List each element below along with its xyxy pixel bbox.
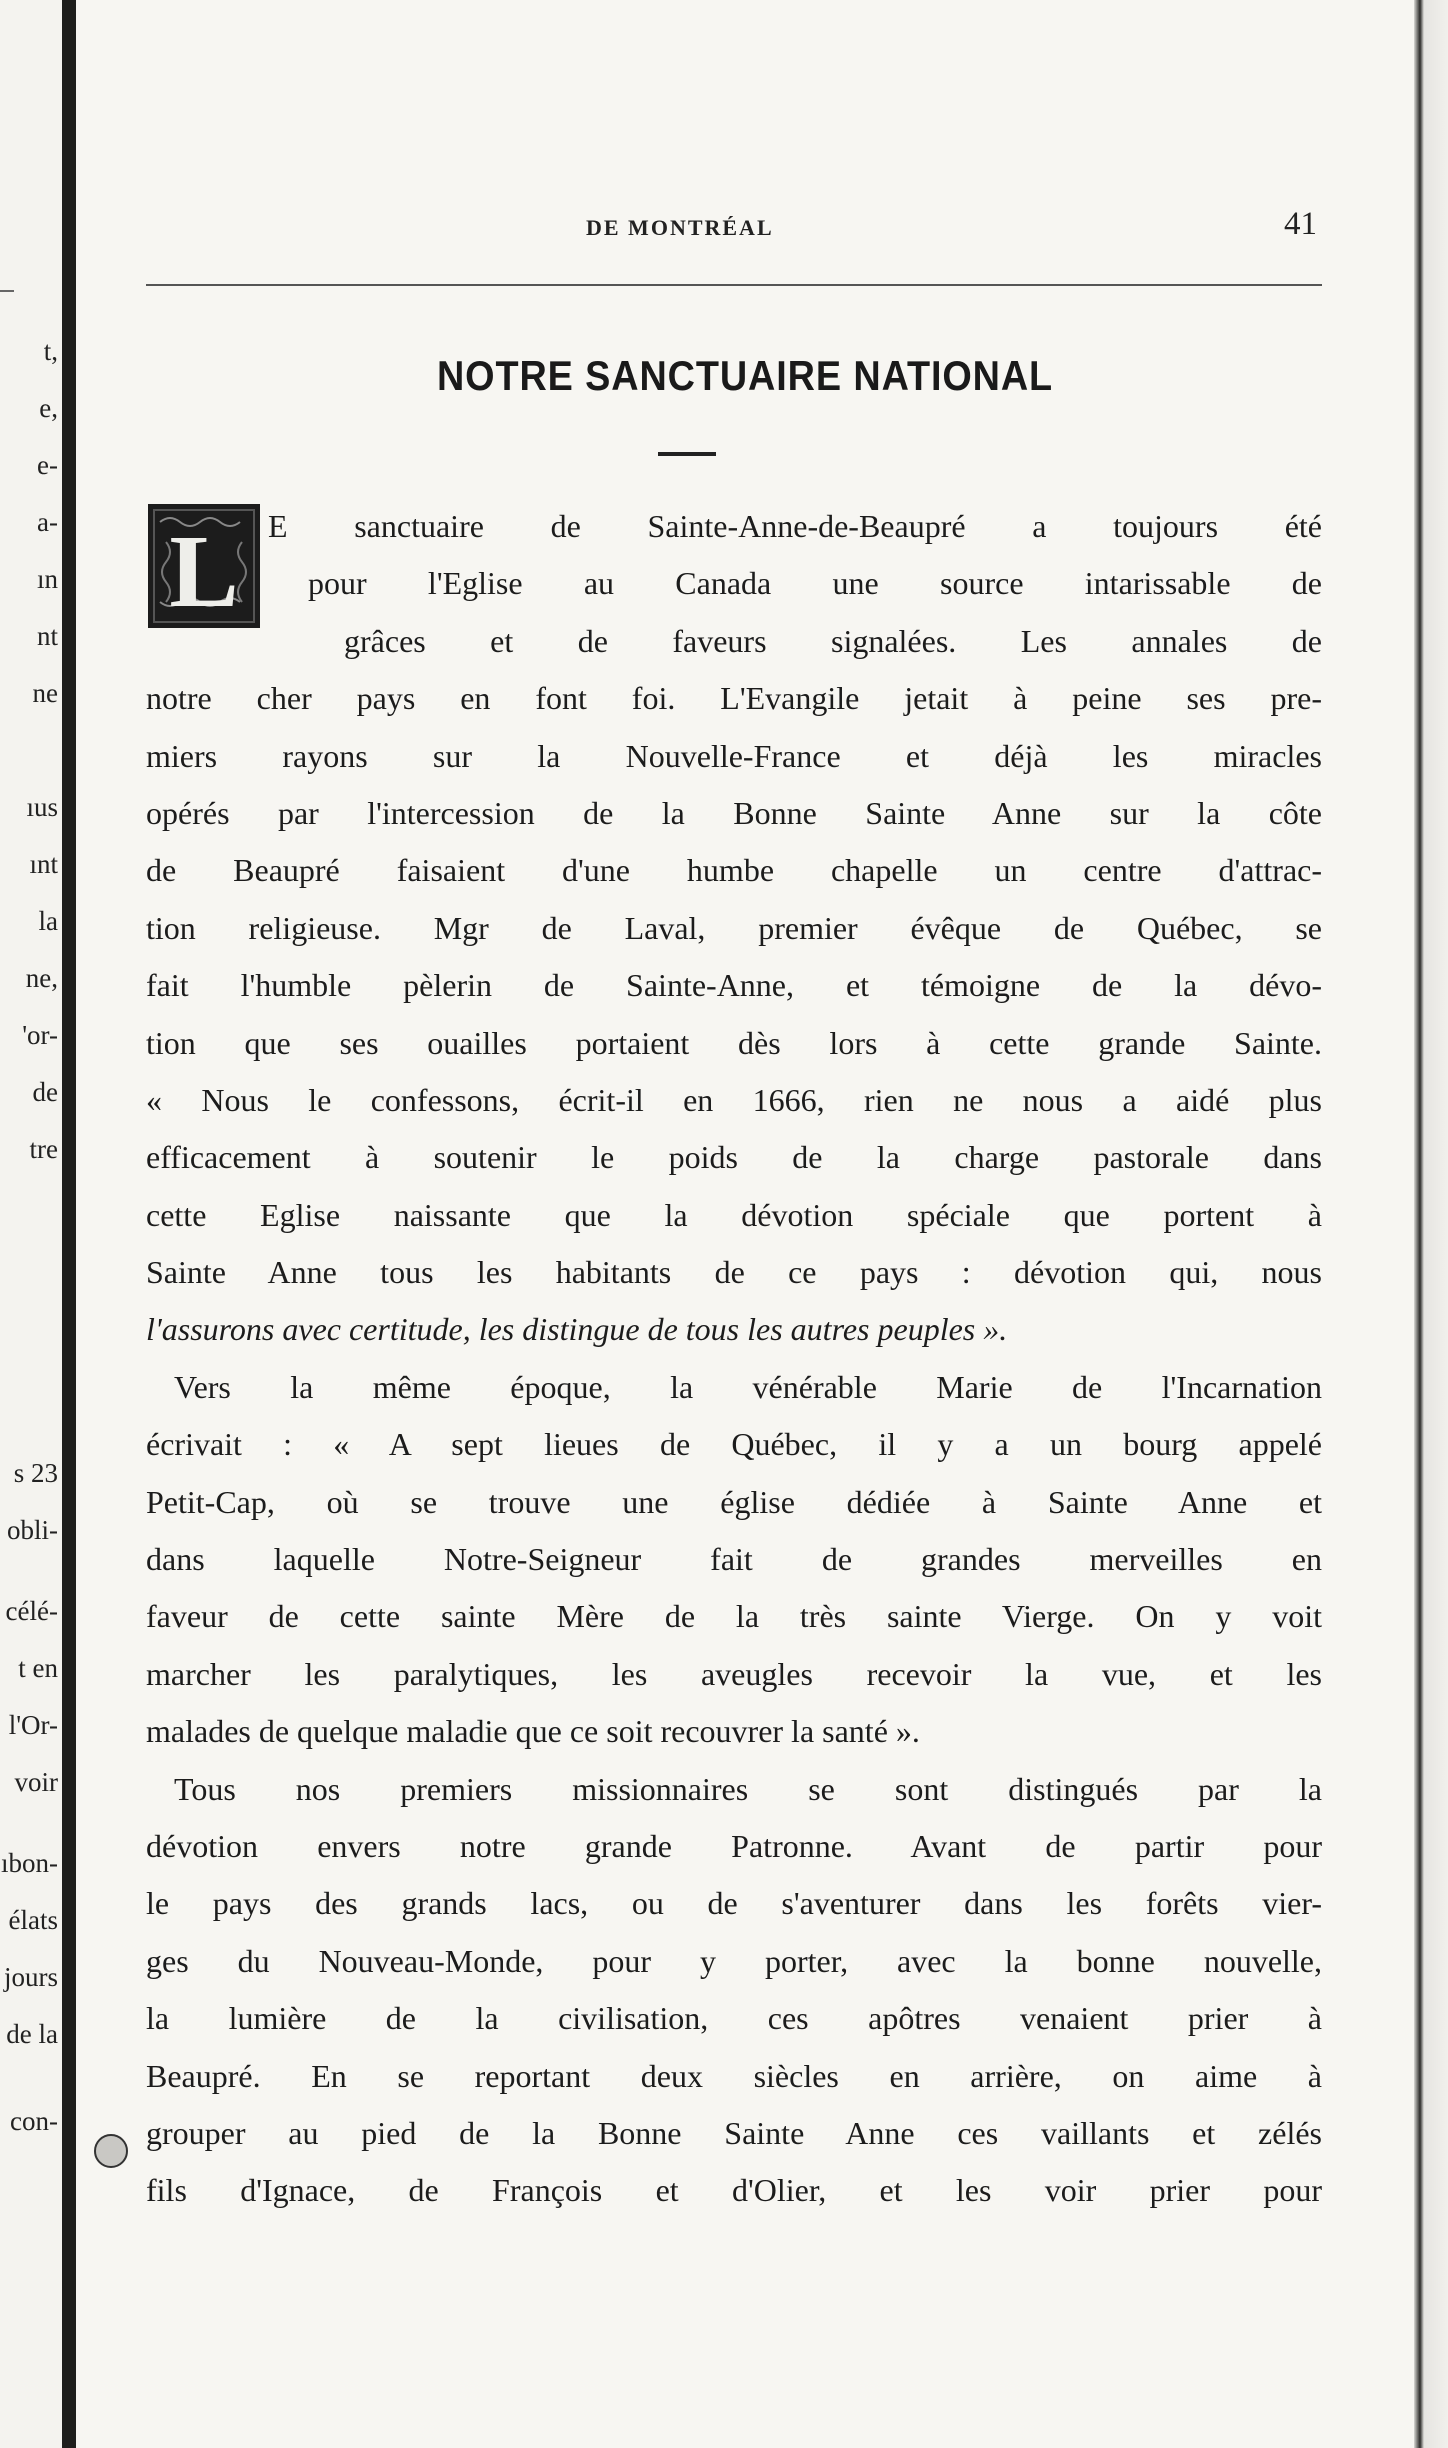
text-line: Beaupré. En se reportant deux siècles en arrière, on aime à [146, 2057, 1322, 2094]
text-line: Tous nos premiers missionnaires se sont distingués par la [174, 1770, 1322, 1807]
left-page-line-fragment: ınt [29, 849, 58, 879]
running-head: DE MONTRÉAL [586, 215, 774, 240]
text-line: grouper au pied de la Bonne Sainte Anne ces vaillants et zélés [146, 2114, 1322, 2151]
text-line: Vers la même époque, la vénérable Marie de l'Incarnation [174, 1368, 1322, 1405]
text-line: dévotion envers notre grande Patronne. Avant de partir pour [146, 1827, 1322, 1864]
left-page-line-fragment: l'Or- [8, 1710, 58, 1740]
text-line: fils d'Ignace, de François et d'Olier, et les voir prier pour [146, 2172, 1322, 2209]
text-line: le pays des grands lacs, ou de s'aventurer dans les forêts vier- [146, 1885, 1322, 1922]
left-page-fragment [0, 0, 62, 2448]
text-line: opérés par l'intercession de la Bonne Sainte Anne sur la côte [146, 794, 1322, 831]
left-page-line-fragment: e, [39, 393, 58, 423]
text-line: pour l'Eglise au Canada une source intarissable de [308, 565, 1322, 602]
left-page-line-fragment: e- [37, 450, 58, 480]
text-line: Petit-Cap, où se trouve une église dédiée à Sainte Anne et [146, 1483, 1322, 1520]
text-line: écrivait : « A sept lieues de Québec, il y a un bourg appelé [146, 1426, 1322, 1463]
text-line: faveur de cette sainte Mère de la très sainte Vierge. On y voit [146, 1598, 1322, 1635]
left-page-line-fragment: célé- [5, 1596, 58, 1626]
left-page-line-fragment: a- [37, 507, 58, 537]
left-page-line-fragment: de la [6, 2019, 58, 2049]
text-line: Sainte Anne tous les habitants de ce pays : dévotion qui, nous [146, 1254, 1322, 1291]
text-line: grâces et de faveurs signalées. Les annales de [344, 622, 1322, 659]
book-gutter [62, 0, 76, 2448]
article-body [146, 498, 1322, 2220]
left-page-line-fragment: jours [4, 1962, 58, 1992]
left-page-line-fragment: ne [32, 678, 58, 708]
text-line: miers rayons sur la Nouvelle-France et déjà les miracles [146, 737, 1322, 774]
right-page [76, 0, 1414, 2448]
left-page-line-fragment: nt [36, 621, 58, 651]
text-line: malades de quelque maladie que ce soit recouvrer la santé ». [146, 1713, 920, 1750]
left-page-line-fragment: s 23 [13, 1458, 58, 1488]
left-page-line-fragment: con- [10, 2106, 58, 2136]
text-line: tion religieuse. Mgr de Laval, premier évêque de Québec, se [146, 909, 1322, 946]
left-page-line-fragment: t en [18, 1653, 58, 1683]
title-rule [658, 452, 716, 456]
left-page-line-fragment: ıus [26, 792, 58, 822]
page-number: 41 [1284, 206, 1317, 242]
left-page-line-fragment: élats [8, 1905, 58, 1935]
left-page-line-fragment: ıbon- [1, 1848, 58, 1878]
text-line: notre cher pays en font foi. L'Evangile jetait à peine ses pre- [146, 680, 1322, 717]
left-page-line-fragment: 'or- [22, 1020, 58, 1050]
left-page-line-fragment: de [32, 1077, 58, 1107]
text-line: E sanctuaire de Sainte-Anne-de-Beaupré a toujours été [268, 508, 1322, 544]
left-page-line-fragment: la [38, 906, 58, 936]
text-line: « Nous le confessons, écrit-il en 1666, rien ne nous a aidé plus [146, 1081, 1322, 1118]
left-page-line-fragment: ın [36, 564, 58, 594]
header-rule [146, 284, 1322, 286]
text-line: marcher les paralytiques, les aveugles recevoir la vue, et les [146, 1655, 1322, 1692]
text-line: la lumière de la civilisation, ces apôtres venaient prier à [146, 2000, 1322, 2037]
text-line: ges du Nouveau-Monde, pour y porter, avec la bonne nouvelle, [146, 1942, 1322, 1979]
text-line: cette Eglise naissante que la dévotion spéciale que portent à [146, 1196, 1322, 1233]
text-line: dans laquelle Notre-Seigneur fait de grandes merveilles en [146, 1541, 1322, 1578]
text-line: fait l'humble pèlerin de Sainte-Anne, et témoigne de la dévo- [146, 967, 1322, 1004]
left-page-line-fragment: t, [43, 336, 58, 366]
text-line: l'assurons avec certitude, les distingue de tous les autres peuples ». [146, 1311, 1008, 1348]
left-page-rule [0, 290, 14, 292]
page-edge-stack [1414, 0, 1448, 2448]
binding-hole [94, 2134, 128, 2168]
article-title: NOTRE SANCTUAIRE NATIONAL [436, 352, 1054, 399]
left-page-line-fragment: ne, [25, 963, 58, 993]
text-line: efficacement à soutenir le poids de la charge pastorale dans [146, 1139, 1322, 1176]
drop-cap-letter: L [169, 514, 239, 629]
left-page-line-fragment: tre [29, 1134, 58, 1164]
left-page-line-fragment: obli- [7, 1515, 58, 1545]
text-line: tion que ses ouailles portaient dès lors à cette grande Sainte. [146, 1024, 1322, 1061]
text-line: de Beaupré faisaient d'une humbe chapelle un centre d'attrac- [146, 852, 1322, 889]
left-page-line-fragment: voir [14, 1767, 58, 1797]
